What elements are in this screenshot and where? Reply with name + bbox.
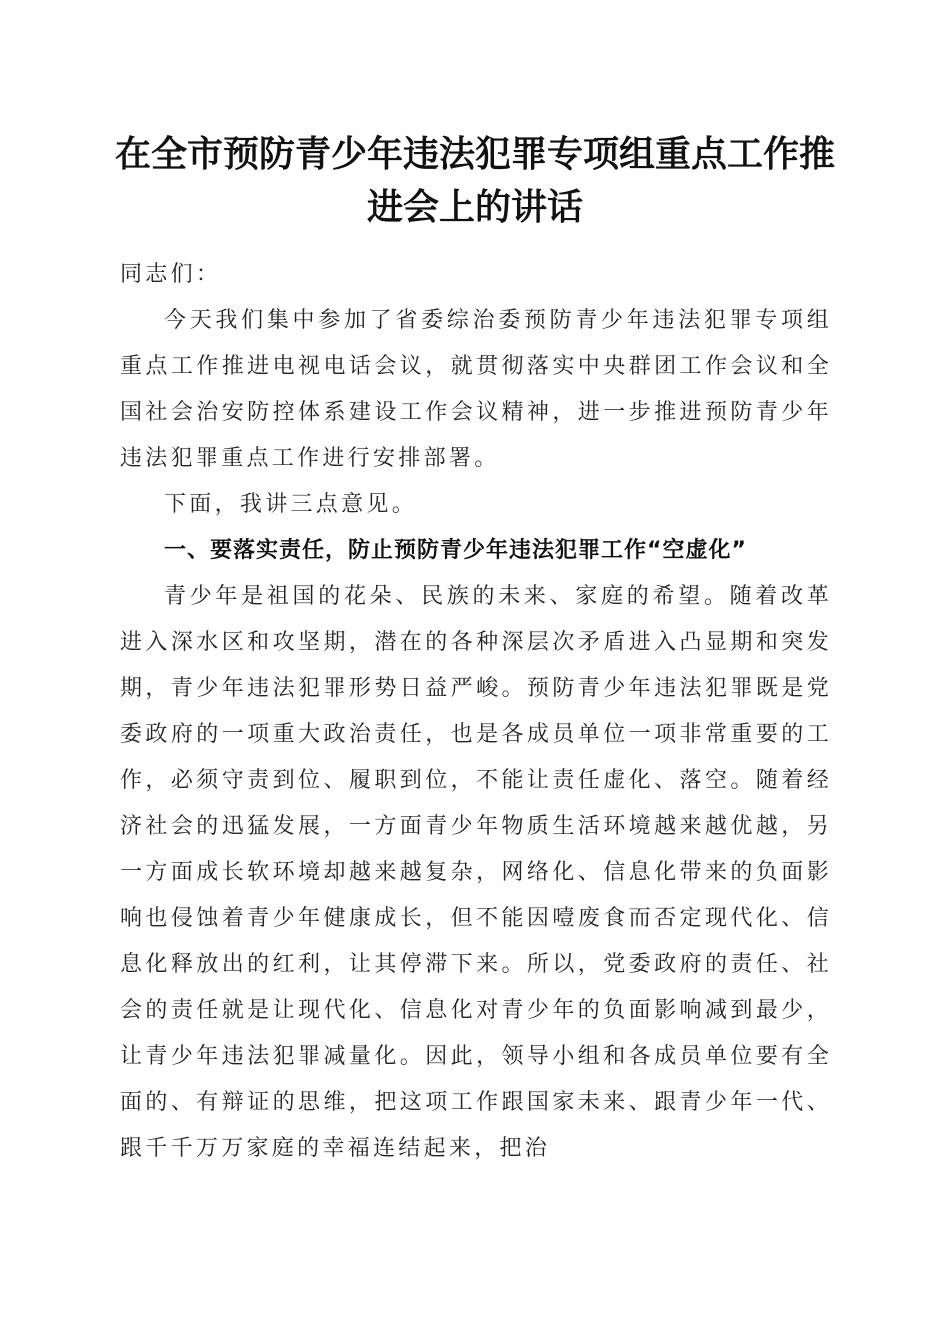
title-line-2: 进会上的讲话	[366, 186, 583, 228]
paragraph-outline: 下面，我讲三点意见。	[164, 492, 418, 517]
paragraph-section-1: 青少年是祖国的花朵、民族的未来、家庭的希望。随着改革进入深水区和攻坚期，潜在的各种深层次矛盾进入凸显期和突发期，青少年违法犯罪形势日益严峻。预防青少年违法犯罪既是党委政府的一项重大政治责任，也是各成员单位一项非常重要的工作，必须守责到位、履职到位，不能让责任虚化、落空。随着经济社会的迅猛发展，一方面青少年物质生活环境越来越优越，另一方面成长软环境却越来越复杂，网络化、信息化带来的负面影响也侵蚀着青少年健康成长，但不能因噎废食而否定现代化、信息化释放出的红利，让其停滞下来。所以，党委政府的责任、社会的责任就是让现代化、信息化对青少年的负面影响减到最少，让青少年违法犯罪减量化。因此，领导小组和各成员单位要有全面的、有辩证的思维，把这项工作跟国家未来、跟青少年一代、跟千千万万家庭的幸福连结起来，把治	[120, 584, 832, 1161]
section-heading-1: 一、要落实责任，防止预防青少年违法犯罪工作“空虚化”	[164, 538, 747, 563]
document-title	[100, 128, 850, 234]
document-body	[120, 252, 832, 1172]
title-line-1: 在全市预防青少年违法犯罪专项组重点工作推	[114, 133, 835, 175]
salutation: 同志们：	[120, 262, 222, 287]
paragraph-intro: 今天我们集中参加了省委综治委预防青少年违法犯罪专项组重点工作推进电视电话会议，就贯彻落实中央群团工作会议和全国社会治安防控体系建设工作会议精神，进一步推进预防青少年违法犯罪重点工作进行安排部署。	[120, 308, 832, 471]
